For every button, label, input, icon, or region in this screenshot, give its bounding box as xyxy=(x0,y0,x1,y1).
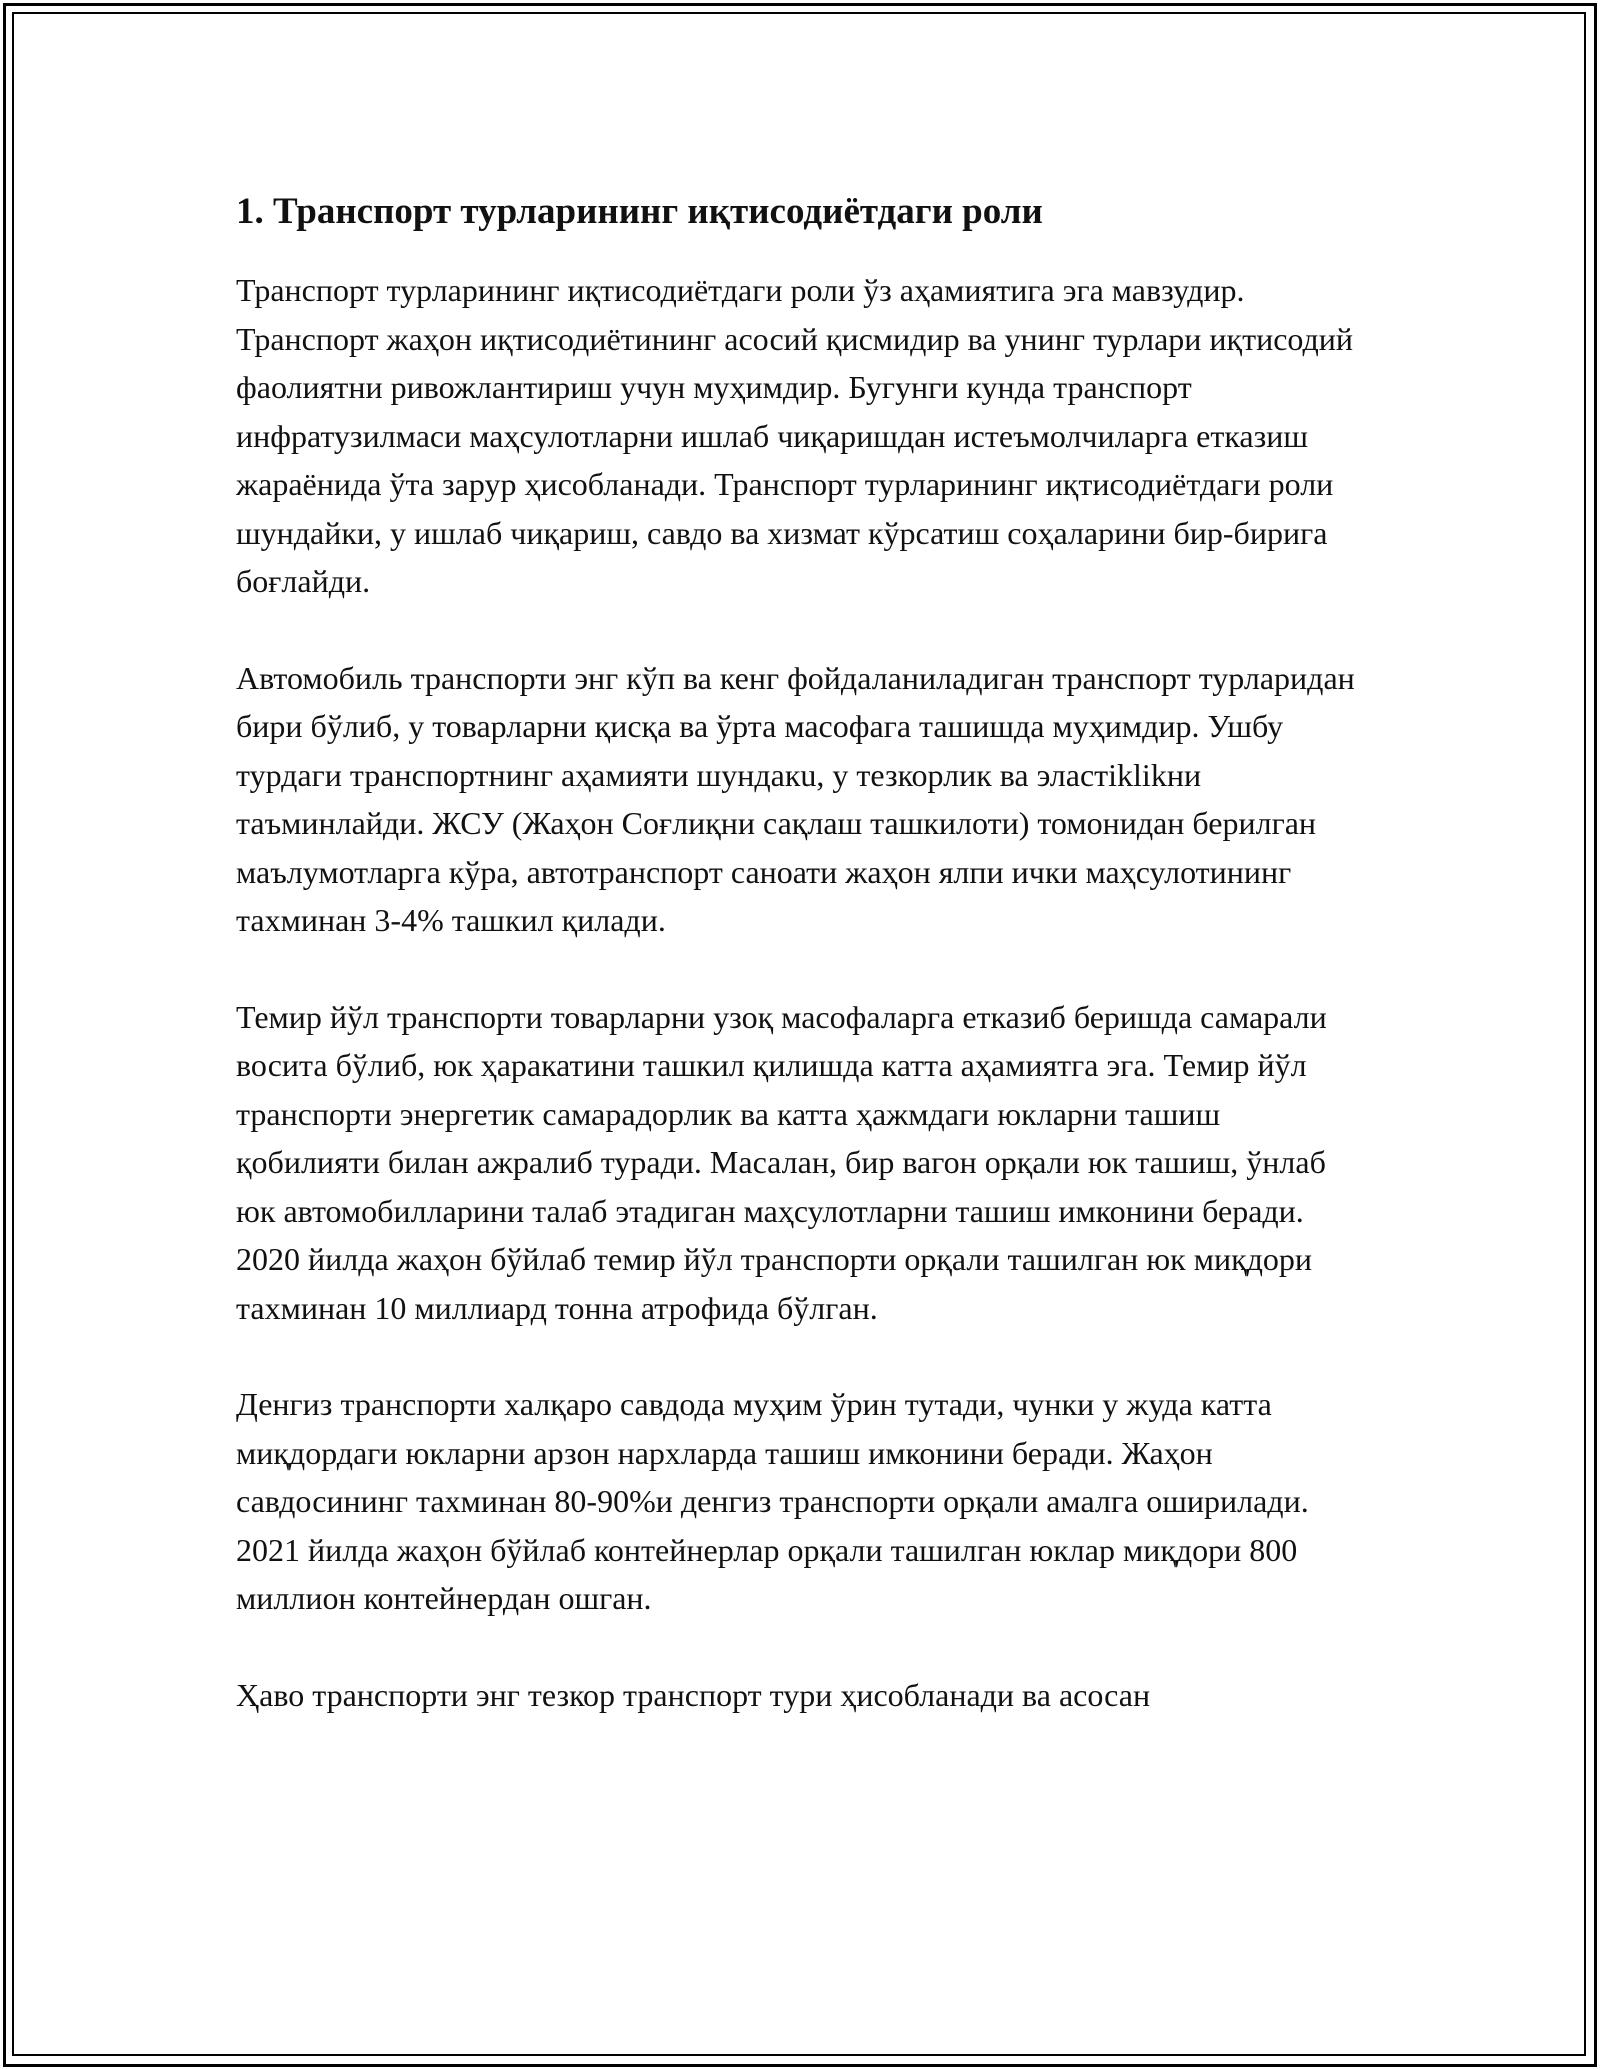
paragraph-rail-transport: Темир йўл транспорти товарларни узоқ масофаларга етказиб беришда самарали восита бўлиб, юк ҳаракатини ташкил қилишда катта аҳамиятга эга. Темир йўл транспорти энергетик самарадорлик ва катта ҳажмдаги юкларни ташиш қобилияти билан ажралиб туради. Масалан, бир вагон орқали юк ташиш, ўнлаб юк автомобилларини талаб этадиган маҳсулотларни ташиш имконини беради. 2020 йилда жаҳон бўйлаб темир йўл транспорти орқали ташилган юк миқдори тахминан 10 миллиард тонна атрофида бўлган. xyxy=(236,998,1327,1326)
section-title: 1. Транспорт турларининг иқтисодиётдаги роли xyxy=(236,191,1043,232)
paragraph-transport-role: Транспорт турларининг иқтисодиётдаги роли ўз аҳамиятига эга мавзудир. Транспорт жаҳон иқтисодиётининг асосий қисмидир ва унинг турлари иқтисодий фаолиятни ривожлантириш учун муҳимдир. Бугунги кунда транспорт инфратузилмаси маҳсулотларни ишлаб чиқаришдан истеъмолчиларга етказиш жараёнида ўта зарур ҳисобланади. Транспорт турларининг иқтисодиётдаги роли шундайки, у ишлаб чиқариш, савдо ва хизмат кўрсатиш соҳаларини бир-бирига боғлайди. xyxy=(236,272,1353,599)
paragraph-air-transport: Ҳаво транспорти энг тезкор транспорт тури ҳисобланади ва асосан xyxy=(236,1676,1151,1713)
paragraph-sea-transport: Денгиз транспорти халқаро савдода муҳим ўрин тутади, чунки у жуда катта миқдордаги юкларни арзон нархларда ташиш имконини беради. Жаҳон савдосининг тахминан 80-90%и денгиз транспорти орқали амалга оширилади. 2021 йилда жаҳон бўйлаб контейнерлар орқали ташилган юклар миқдори 800 миллион контейнердан ошган. xyxy=(236,1386,1309,1616)
paragraph-road-transport: Автомобиль транспорти энг кўп ва кенг фойдаланиладиган транспорт турларидан бири бўлиб, у товарларни қисқа ва ўрта масофага ташишда муҳимдир. Ушбу турдаги транспортнинг аҳамияти шундакu, у тезкорлик ва эластiklikни таъминлайди. ЖСУ (Жаҳон Соғлиқни сақлаш ташкилоти) томонидан берилган маълумотларга кўра, автотранспорт саноати жаҳон ялпи ички маҳсулотининг тахминан 3-4% ташкил қилади. xyxy=(236,659,1355,938)
document-body xyxy=(236,188,1366,1719)
